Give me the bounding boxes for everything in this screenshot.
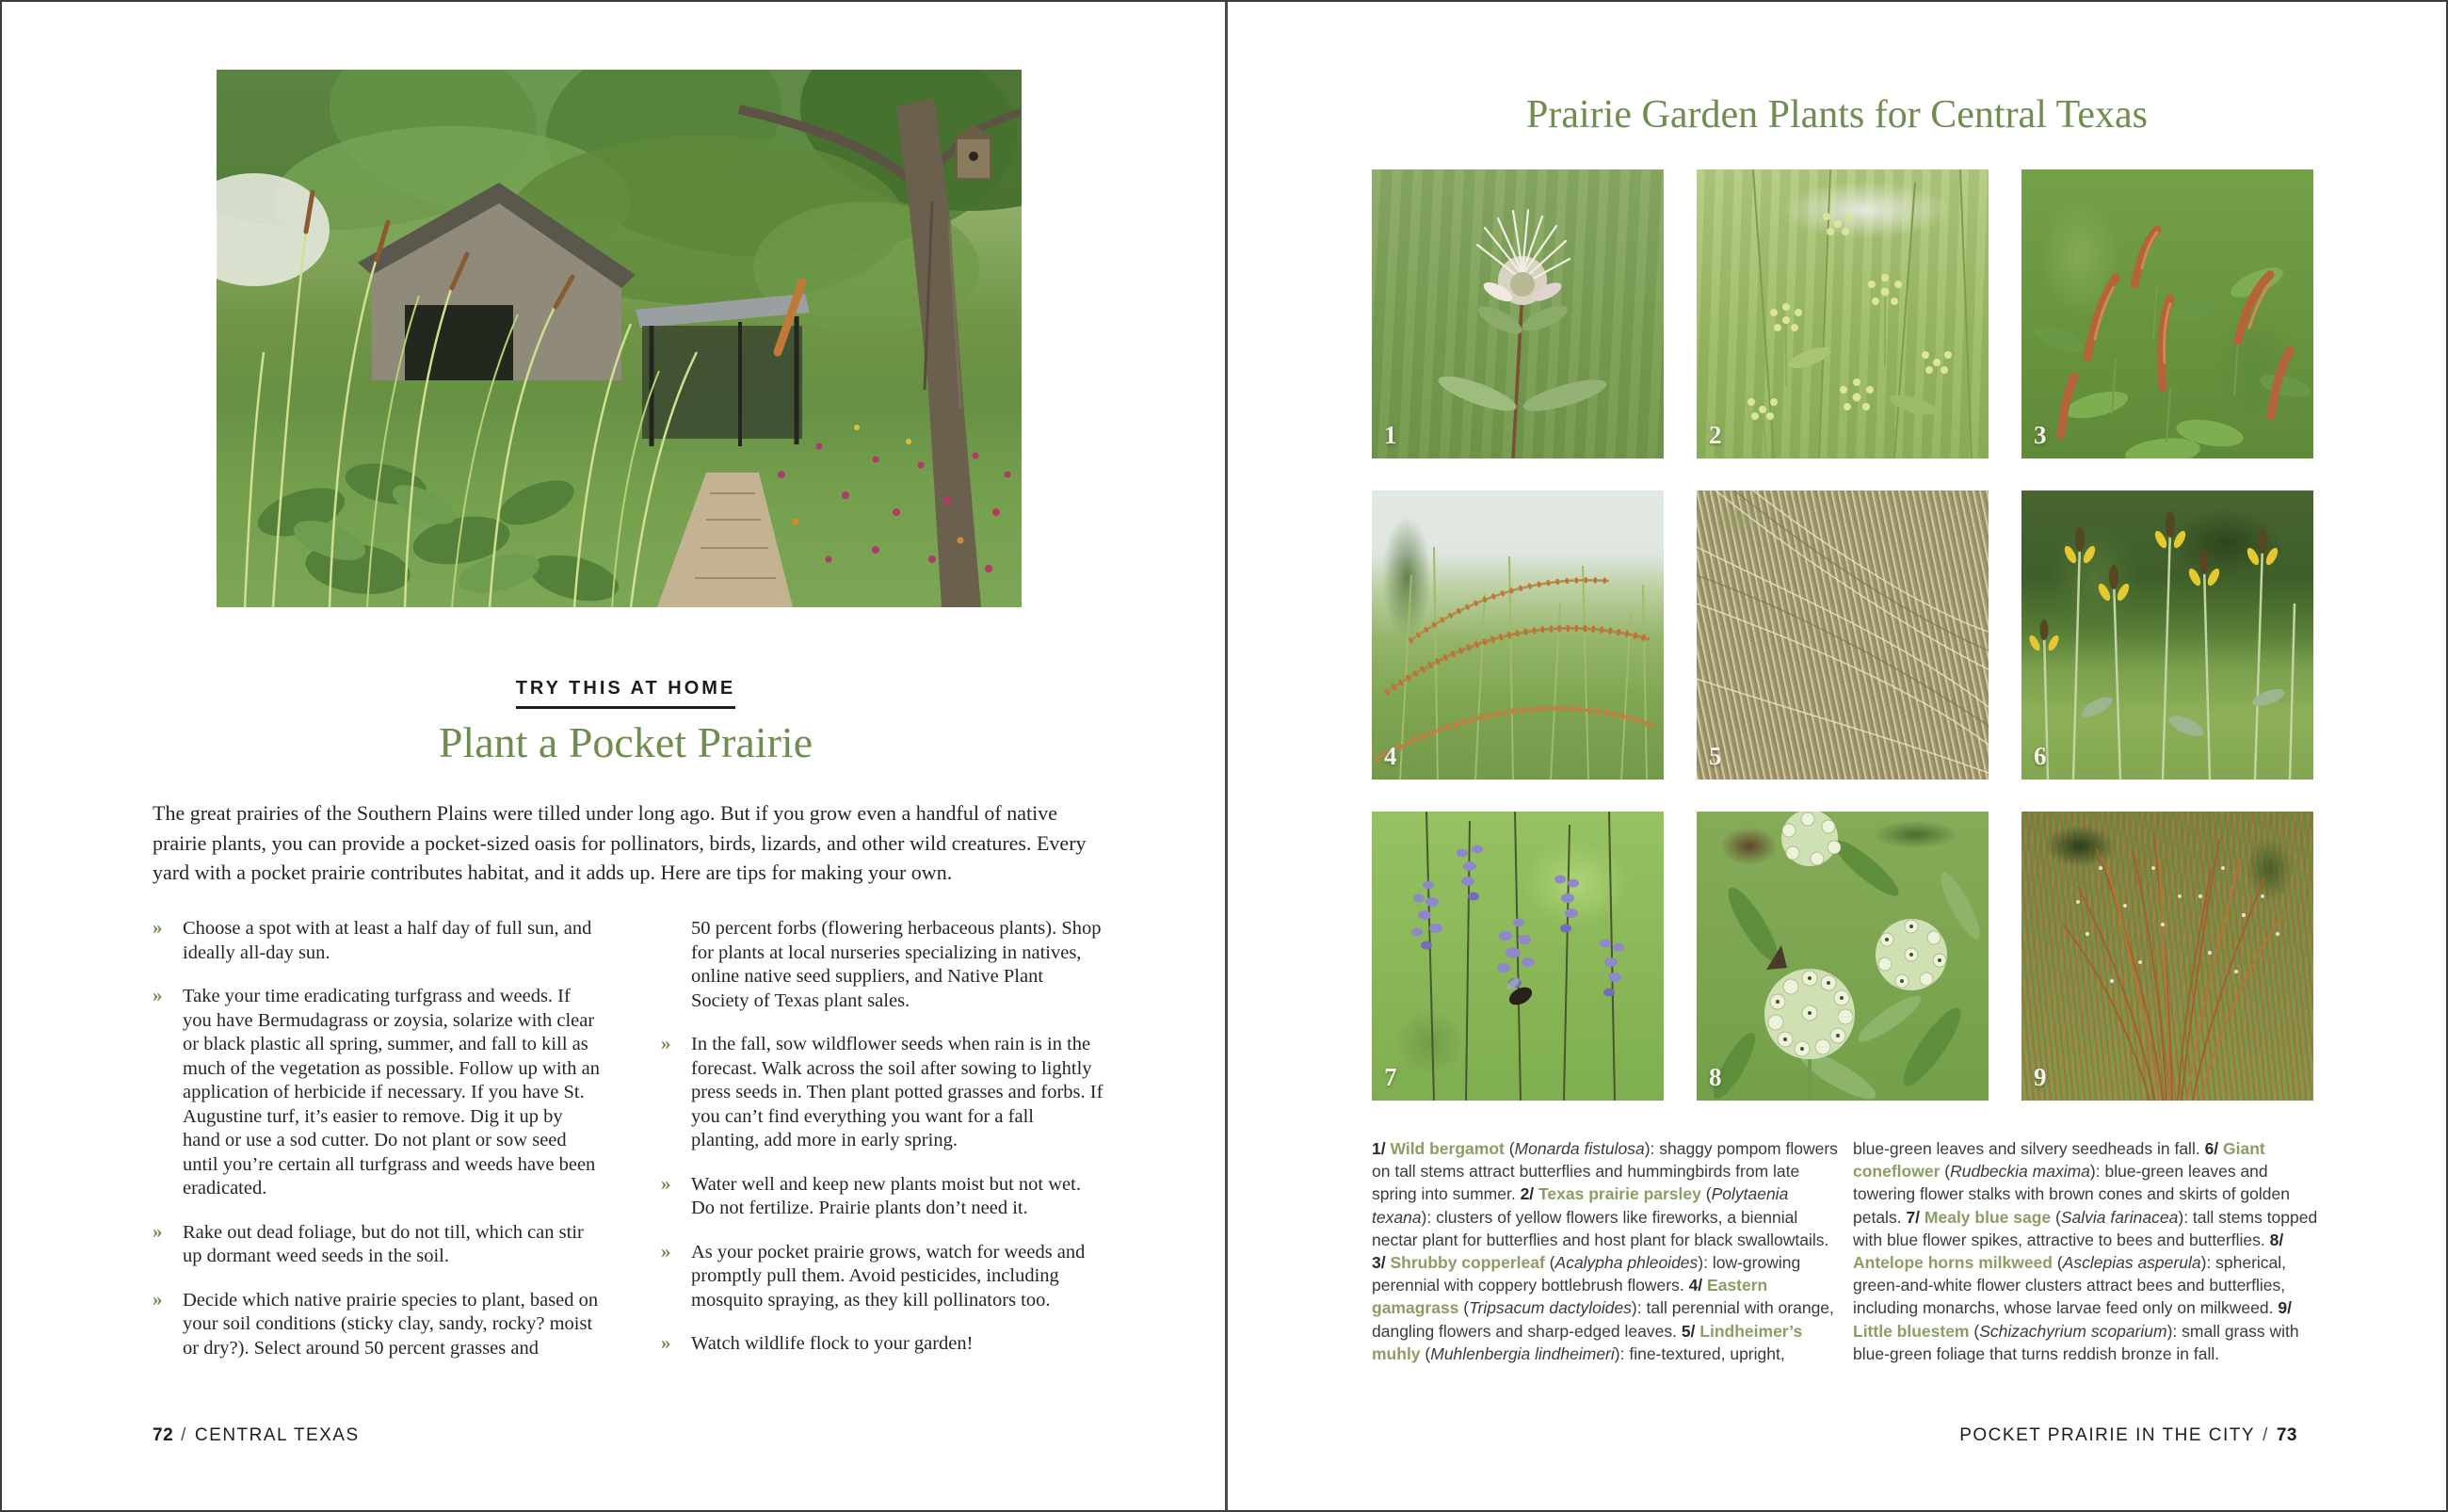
tip-item [153,1289,603,1361]
tip-text: As your pocket prairie grows, watch for weeds and promptly pull them. Avoid pesticides, including mosquito spraying, as they kill pollinators too. [691,1241,1086,1311]
photo-little-bluestem [2021,812,2313,1101]
intro-paragraph: The great prairies of the Southern Plains were tilled under long ago. But if you grow even a handful of native prairie plants, you can provide a pocket-sized oasis for pollinators, birds, lizards, and other wild creatures. Every yard with a pocket prairie contributes habitat, and it adds up. Here are tips for making your own. [153,801,1087,884]
tip-text: In the fall, sow wildflower seeds when rain is in the forecast. Walk across the soil after sowing to lightly press seeds in. Then plant potted grasses and forbs. If you can’t find everything you want for a fall planting, add more in early spring. [691,1034,1103,1150]
right-page-title: Prairie Garden Plants for Central Texas [1526,93,2148,137]
photo-number: 2 [1709,421,1722,449]
footer-section: CENTRAL TEXAS [194,1425,360,1445]
photo-shrubby-copperleaf [2021,169,2313,458]
photo-number: 5 [1709,742,1722,770]
garden-photo-art [217,70,1022,607]
tips-column-1 [153,917,603,1380]
tip-item [661,1332,1105,1357]
photo-number: 1 [1384,421,1397,449]
tip-text: Decide which native prairie species to plant, based on your soil conditions (sticky clay, sandy, rocky? moist or dry?). Select around 50 percent grasses and [183,1289,599,1359]
photo-antelope-horns-milkweed [1697,812,1989,1101]
chevron-bullet-icon: » [153,1219,163,1243]
photo-lindheimers-muhly [1697,491,1989,780]
chevron-bullet-icon: » [661,1032,671,1054]
kicker-row [153,678,1099,709]
caption-column-1: 1/ Wild bergamot (Monarda fistulosa): shaggy pompom flowers on tall stems attract butterflies and hummingbirds from late spring into summer. 2/ Texas prairie parsley (Polytaenia texana): clusters of yellow flowers like fireworks, a biennial nectar plant for butterflies and host plant for black swallowtails. 3/ Shrubby copperleaf (Acalypha phleoides): low-growing perennial with coppery bottlebrush flowers. 4/ Eastern gamagrass (Tripsacum dactyloides): tall perennial with orange, dangling flowers and sharp-edged leaves. 5/ Lindheimer’s muhly (Muhlenbergia lindheimeri): fine-textured, upright, [1372,1139,1838,1363]
tip-item [153,1221,603,1269]
plant-photo-grid [1372,169,2313,1101]
photo-texas-prairie-parsley [1697,169,1989,458]
photo-number: 7 [1384,1063,1397,1091]
page-gutter-divider [1225,2,1228,1510]
pocket-prairie-garden-photo [217,70,1022,607]
tip-text: Take your time eradicating turfgrass and weeds. If you have Bermudagrass or zoysia, solarize with clear or black plastic all spring, summer, and fall to kill as much of the vegetation as possible. Follow up with an application of herbicide if necessary. If you have St. Augustine turf, it’s easier to remove. Dig it up by hand or use a sod cutter. Do not plant or sow seed until you’re certain all turfgrass and weeds have been eradicated. [183,986,600,1198]
footer-left [153,1425,360,1446]
page-number: 73 [2276,1425,2297,1445]
tip-item [153,917,603,965]
photo-wild-bergamot [1372,169,1664,458]
tip-text: Rake out dead foliage, but do not till, which can stir up dormant weed seeds in the soil. [183,1221,584,1266]
tip-continuation: 50 percent forbs (flowering herbaceous plants). Shop for plants at local nurseries specializing in natives, online native seed suppliers, and Native Plant Society of Texas plant sales. [691,918,1102,1011]
page-number: 72 [153,1425,174,1445]
photo-giant-coneflower [2021,491,2313,780]
tip-text: Watch wildlife flock to your garden! [691,1333,974,1354]
photo-number: 3 [2034,421,2047,449]
footer-separator: / [2263,1425,2269,1445]
chevron-bullet-icon: » [661,1331,671,1354]
photo-number: 8 [1709,1063,1722,1091]
tip-text: Water well and keep new plants moist but not wet. Do not fertilize. Prairie plants don’t need it. [691,1173,1081,1218]
tip-item [153,985,603,1201]
caption-column-2: blue-green leaves and silvery seedheads in fall. 6/ Giant coneflower (Rudbeckia maxima): blue-green leaves and towering flower stalks with brown cones and skirts of golden petals. 7/ Mealy blue sage (Salvia farinacea): tall stems topped with blue flower spikes, attractive to bees and butterflies. 8/ Antelope horns milkweed (Asclepias asperula): spherical, green-and-white flower clusters attract bees and butterflies, including monarchs, whose larvae feed only on milkweed. 9/ Little bluestem (Schizachyrium scoparium): small grass with blue-green foliage that turns reddish bronze in fall. [1853,1139,2318,1363]
photo-number: 4 [1384,742,1397,770]
tips-column-2 [661,917,1105,1376]
photo-number: 6 [2034,742,2047,770]
footer-separator: / [181,1425,187,1445]
chevron-bullet-icon: » [153,916,163,939]
kicker: TRY THIS AT HOME [516,678,736,709]
footer-section: POCKET PRAIRIE IN THE CITY [1959,1425,2256,1445]
chevron-bullet-icon: » [661,1239,671,1263]
tip-item [661,1033,1105,1153]
tip-text: Choose a spot with at least a half day of full sun, and ideally all-day sun. [183,918,592,963]
photo-number: 9 [2034,1063,2047,1091]
footer-right [1959,1425,2297,1446]
photo-mealy-blue-sage [1372,812,1664,1101]
photo-eastern-gamagrass [1372,491,1664,780]
chevron-bullet-icon: » [661,1171,671,1195]
chevron-bullet-icon: » [153,984,163,1006]
tip-item [661,1173,1105,1221]
tip-item [661,1241,1105,1313]
article-title: Plant a Pocket Prairie [438,718,813,766]
chevron-bullet-icon: » [153,1287,163,1311]
